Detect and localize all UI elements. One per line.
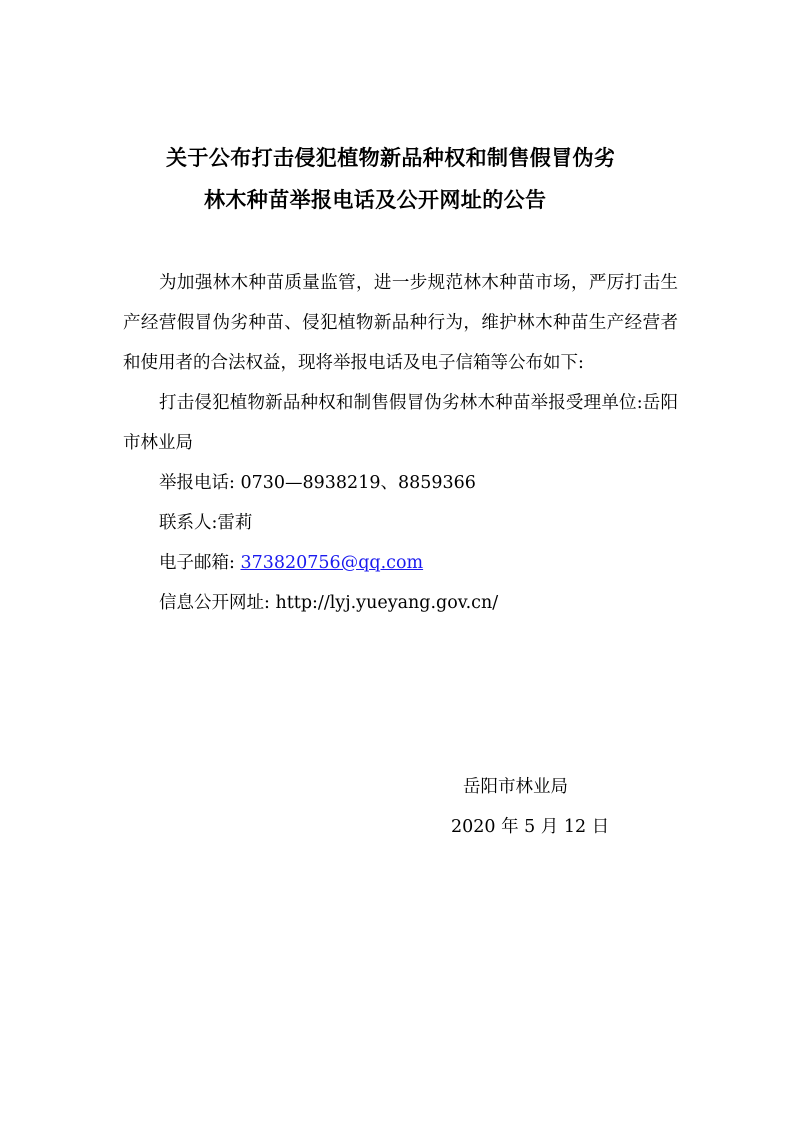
contact-value: 雷莉 [217, 513, 253, 533]
email-line [123, 543, 678, 583]
website-label: 信息公开网址: [159, 593, 270, 613]
notice-title-line-1: 关于公布打击侵犯植物新品种权和制售假冒伪劣 [166, 146, 616, 170]
contact-line [123, 503, 678, 543]
website-value: http://lyj.yueyang.gov.cn/ [275, 593, 499, 613]
website-line [123, 583, 678, 623]
notice-body [123, 263, 678, 623]
signature-date: 2020 年 5 月 12 日 [451, 817, 610, 837]
contact-label: 联系人: [159, 513, 218, 533]
email-link[interactable]: 373820756@qq.com [240, 553, 424, 573]
phone-value: 0730—8938219、8859366 [240, 473, 476, 493]
email-label: 电子邮箱: [159, 553, 235, 573]
phone-line [123, 463, 678, 503]
signature-organization: 岳阳市林业局 [463, 777, 568, 797]
intro-paragraph: 为加强林木种苗质量监管，进一步规范林木种苗市场，严厉打击生产经营假冒伪劣种苗、侵犯植物新品种行为，维护林木种苗生产经营者和使用者的合法权益，现将举报电话及电子信箱等公布如下: [123, 273, 678, 373]
unit-paragraph: 打击侵犯植物新品种权和制售假冒伪劣林木种苗举报受理单位:岳阳市林业局 [123, 393, 678, 453]
notice-title-line-2: 林木种苗举报电话及公开网址的公告 [204, 188, 547, 212]
phone-label: 举报电话: [159, 473, 235, 493]
